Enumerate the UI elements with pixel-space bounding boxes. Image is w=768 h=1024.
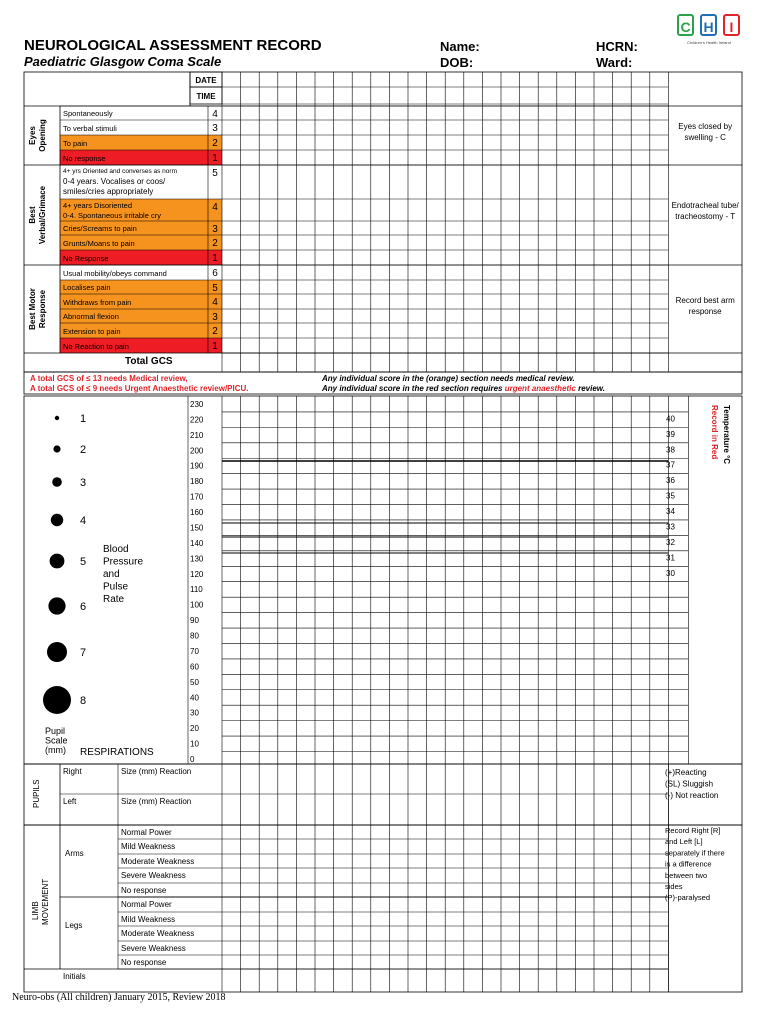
temp-scale-value: 34	[666, 507, 675, 517]
arm-level-label: Moderate Weakness	[121, 857, 195, 866]
bp-scale-value: 130	[190, 554, 204, 564]
gcs-score: 3	[212, 312, 218, 323]
section-name: Best	[28, 206, 37, 224]
pupil-key: (+)Reacting	[665, 768, 707, 777]
pupil-scale-label: Pupil	[45, 726, 66, 736]
pupil-scale-label: Scale	[45, 735, 68, 746]
bp-scale-value: 70	[190, 646, 199, 656]
bp-scale-value: 190	[190, 461, 204, 471]
gcs-score: 1	[212, 253, 218, 264]
initials-label: Initials	[63, 972, 86, 981]
bp-pulse-label: Rate	[103, 594, 125, 605]
warning-text: A total GCS of ≤ 9 needs Urgent Anaesthetic review/PICU.	[30, 384, 249, 393]
bp-scale-value: 60	[190, 662, 199, 672]
gcs-row-label: Grunts/Moans to pain	[63, 239, 135, 248]
limb-label: MOVEMENT	[41, 878, 50, 925]
bp-pulse-label: Blood	[103, 544, 129, 555]
bp-scale-value: 210	[190, 430, 204, 440]
gcs-score: 4	[212, 297, 218, 308]
legs-label: Legs	[65, 921, 83, 930]
logo-caption: Children's Health Ireland	[687, 40, 731, 45]
section-side-note: Record best arm response	[675, 296, 735, 316]
gcs-row-label: 0-4. Spontaneous irritable cry	[63, 211, 161, 220]
respirations-label: RESPIRATIONS	[80, 747, 154, 758]
temp-note: Record in Red	[710, 405, 719, 460]
bp-scale-value: 110	[190, 585, 203, 595]
temp-label: Temperature °C	[722, 405, 731, 465]
pupil-size-label: 7	[80, 647, 87, 659]
bp-scale-value: 200	[190, 446, 204, 456]
gcs-score: 4	[212, 202, 218, 213]
gcs-score: 4	[212, 109, 218, 120]
limb-label: LIMB	[31, 901, 40, 920]
temp-scale-value: 38	[666, 445, 675, 455]
pupil-size-label: 4	[80, 515, 87, 527]
bp-scale-value: 170	[190, 492, 204, 502]
pupil-size-dot	[53, 445, 60, 452]
temp-scale-value: 40	[666, 414, 675, 424]
bp-scale-value: 30	[190, 708, 199, 718]
gcs-row-label: Usual mobility/obeys command	[63, 269, 167, 278]
gcs-row-label: Withdraws from pain	[63, 298, 132, 307]
section-side-note: Endotracheal tube/ tracheostomy - T	[671, 201, 739, 221]
bp-pulse-label: Pressure	[103, 556, 144, 568]
gcs-row-label: Extension to pain	[63, 327, 121, 336]
leg-level-label: No response	[121, 958, 167, 967]
pupil-size-dot	[51, 514, 63, 526]
size-reaction-label: Size (mm) Reaction	[121, 797, 192, 806]
bp-scale-value: 100	[190, 600, 204, 610]
bp-scale-value: 140	[190, 538, 204, 548]
gcs-row-label: 4+ years Disoriented	[63, 201, 132, 210]
gcs-row-label: 0-4 years. Vocalises or coos/	[63, 177, 166, 186]
pupil-size-dot	[50, 554, 65, 569]
gcs-score: 1	[212, 341, 218, 352]
gcs-score: 5	[212, 168, 218, 179]
bp-pulse-label: Pulse	[103, 581, 129, 593]
temp-scale-value: 32	[666, 537, 675, 547]
ward-label: Ward:	[596, 55, 633, 70]
limb-note: sides	[665, 882, 683, 891]
gcs-score: 3	[212, 123, 218, 134]
gcs-score: 2	[212, 326, 218, 337]
footer-note: Neuro-obs (All children) January 2015, Review 2018	[12, 992, 226, 1003]
temp-scale-value: 36	[666, 476, 675, 486]
name-label: Name:	[440, 39, 480, 54]
form-title: NEUROLOGICAL ASSESSMENT RECORD	[24, 37, 322, 54]
bp-scale-value: 90	[190, 616, 199, 626]
gcs-row-label: To verbal stimuli	[63, 124, 117, 133]
temp-scale-value: 35	[666, 491, 675, 501]
arm-level-label: No response	[121, 886, 167, 895]
gcs-row-label: Spontaneously	[63, 109, 113, 118]
gcs-row-label: Localises pain	[63, 283, 111, 292]
pupil-size-label: 3	[80, 477, 87, 489]
temp-scale-value: 30	[666, 568, 675, 578]
form-subtitle: Paediatric Glasgow Coma Scale	[24, 54, 222, 69]
bp-scale-value: 80	[190, 631, 199, 641]
warning-text: Any individual score in the red section requires urgent anaesthetic review.	[322, 384, 605, 393]
bp-scale-value: 230	[190, 400, 204, 409]
gcs-row-label: Cries/Screams to pain	[63, 224, 137, 233]
temp-scale-value: 33	[666, 522, 675, 532]
total-gcs-label: Total GCS	[125, 356, 173, 367]
gcs-row-label: smiles/cries appropriately	[63, 187, 154, 196]
dob-label: DOB:	[440, 55, 474, 70]
temp-scale-value: 37	[666, 460, 675, 470]
gcs-score: 3	[212, 224, 218, 235]
pupil-key: (SL) Sluggish	[665, 779, 714, 789]
pupil-size-dot	[48, 597, 65, 614]
logo-letter-c: C	[677, 14, 694, 36]
pupil-size-dot	[47, 642, 67, 662]
pupil-left-label: Left	[63, 797, 77, 806]
pupil-scale-label: (mm)	[45, 745, 66, 755]
pupils-label: PUPILS	[32, 779, 41, 808]
leg-level-label: Moderate Weakness	[121, 929, 195, 938]
gcs-row-label: To pain	[63, 139, 88, 148]
logo-letter-h: H	[700, 14, 717, 36]
limb-note: (P)-paralysed	[665, 893, 711, 903]
bp-scale-value: 10	[190, 739, 199, 749]
temp-scale-value: 31	[666, 553, 675, 563]
leg-level-label: Mild Weakness	[121, 915, 176, 924]
section-name: Opening	[38, 119, 47, 152]
arms-label: Arms	[65, 849, 84, 858]
pupil-size-label: 5	[80, 556, 87, 568]
gcs-row-label: No response	[63, 154, 106, 163]
hcrn-label: HCRN:	[596, 39, 638, 54]
section-name: Best Motor	[28, 288, 37, 330]
section-name: Verbal/Grimace	[38, 185, 47, 245]
gcs-score: 2	[212, 138, 218, 149]
pupil-size-label: 2	[80, 444, 87, 456]
bp-scale-value: 150	[190, 523, 204, 533]
pupil-size-dot	[43, 686, 71, 714]
bp-scale-value: 220	[190, 415, 204, 425]
pupil-size-label: 8	[80, 695, 87, 707]
section-side-note: Eyes closed by swelling - C	[678, 122, 733, 142]
limb-note: and Left [L]	[665, 837, 703, 847]
gcs-score: 5	[212, 283, 218, 294]
bp-scale-value: 20	[190, 724, 199, 734]
pupil-size-dot	[55, 416, 59, 420]
gcs-score: 1	[212, 153, 218, 164]
arm-level-label: Normal Power	[121, 828, 172, 837]
section-name: Response	[38, 289, 47, 329]
vitals-frame	[24, 396, 742, 764]
size-reaction-label: Size (mm) Reaction	[121, 767, 192, 776]
logo-letter-i: I	[723, 14, 740, 36]
limb-note: Record Right [R]	[665, 826, 721, 835]
limb-note: separately if there	[665, 848, 725, 858]
arm-level-label: Mild Weakness	[121, 842, 176, 851]
section-name: Eyes	[28, 126, 37, 145]
bp-scale-value: 160	[190, 508, 204, 518]
bp-scale-value: 180	[190, 477, 204, 487]
leg-level-label: Severe Weakness	[121, 944, 186, 953]
gcs-row-label: 4+ yrs Oriented and converses as norm	[63, 168, 177, 175]
date-label: DATE	[195, 76, 217, 85]
pupil-size-dot	[52, 477, 62, 487]
bp-pulse-label: and	[103, 569, 120, 580]
pupil-key: (-) Not reaction	[665, 791, 719, 800]
leg-level-label: Normal Power	[121, 900, 172, 909]
bp-scale-value: 120	[190, 569, 204, 579]
arm-level-label: Severe Weakness	[121, 871, 186, 880]
gcs-score: 2	[212, 238, 218, 249]
bp-scale-value: 0	[190, 755, 195, 764]
bp-scale-value: 50	[190, 677, 199, 687]
pupil-size-label: 1	[80, 413, 87, 425]
pupil-right-label: Right	[63, 767, 82, 776]
temp-scale-value: 39	[666, 429, 675, 439]
limb-note: is a difference	[665, 859, 712, 869]
warning-text: A total GCS of ≤ 13 needs Medical review,	[30, 374, 188, 383]
limb-note: between two	[665, 870, 708, 880]
pupil-size-label: 6	[80, 601, 87, 613]
time-label: TIME	[196, 92, 216, 101]
gcs-row-label: No Reaction to pain	[63, 342, 129, 351]
warning-text: Any individual score in the (orange) section needs medical review.	[322, 374, 575, 383]
gcs-row-label: No Response	[63, 254, 109, 263]
bp-scale-value: 40	[190, 693, 199, 703]
gcs-row-label: Abnormal flexion	[63, 312, 119, 321]
gcs-score: 6	[212, 268, 218, 279]
